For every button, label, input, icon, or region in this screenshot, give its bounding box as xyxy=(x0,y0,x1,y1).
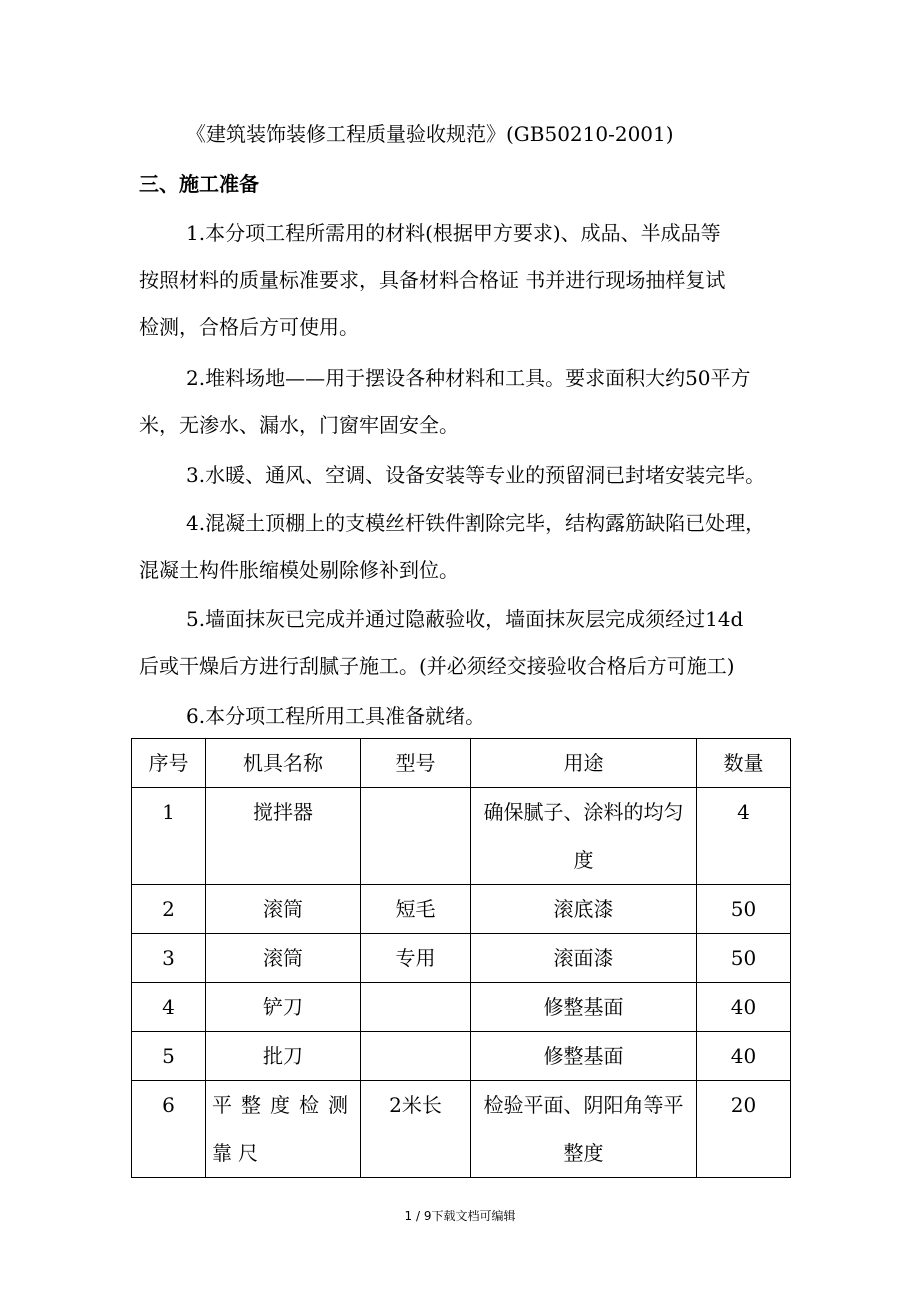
page-footer: 1 / 9下载文档可编辑 xyxy=(404,1209,516,1223)
section-heading: 三、施工准备 xyxy=(139,172,259,196)
paragraph-4-line-1: 4.混凝土顶棚上的支模丝杆铁件割除完毕，结构露筋缺陷已处理， xyxy=(186,511,766,535)
cell-model xyxy=(361,1032,471,1081)
header-model: 型号 xyxy=(361,739,471,788)
paragraph-1-line-1: 1.本分项工程所需用的材料(根据甲方要求)、成品、半成品等 xyxy=(186,221,721,245)
cell-model: 2米长 xyxy=(361,1081,471,1178)
paragraph-2-line-1: 2.堆料场地——用于摆设各种材料和工具。要求面积大约50平方 xyxy=(186,366,751,390)
paragraph-3-line-1: 3.水暖、通风、空调、设备安装等专业的预留洞已封堵安装完毕。 xyxy=(186,463,766,487)
cell-no: 2 xyxy=(132,885,206,934)
cell-no: 5 xyxy=(132,1032,206,1081)
paragraph-5-line-1: 5.墙面抹灰已完成并通过隐蔽验收，墙面抹灰层完成须经过14d xyxy=(186,607,744,631)
cell-model xyxy=(361,983,471,1032)
paragraph-4-line-2: 混凝土构件胀缩模处剔除修补到位。 xyxy=(139,558,459,582)
cell-no: 1 xyxy=(132,788,206,885)
cell-tool-name: 滚筒 xyxy=(206,934,361,983)
table-row xyxy=(132,934,791,983)
cell-tool-name: 搅拌器 xyxy=(206,788,361,885)
paragraph-5-line-2: 后或干燥后方进行刮腻子施工。(并必须经交接验收合格后方可施工) xyxy=(139,654,735,678)
header-quantity: 数量 xyxy=(697,739,791,788)
reference-standard-line: 《建筑装饰装修工程质量验收规范》(GB50210-2001) xyxy=(186,122,674,146)
paragraph-6-line-1: 6.本分项工程所用工具准备就绪。 xyxy=(186,704,486,728)
paragraph-2-line-2: 米，无渗水、漏水，门窗牢固安全。 xyxy=(139,413,459,437)
cell-tool-name: 滚筒 xyxy=(206,885,361,934)
cell-model: 短毛 xyxy=(361,885,471,934)
cell-usage: 滚底漆 xyxy=(471,885,697,934)
cell-quantity: 20 xyxy=(697,1081,791,1178)
table-row xyxy=(132,1081,791,1178)
table-row xyxy=(132,885,791,934)
cell-usage: 确保腻子、涂料的均匀度 xyxy=(471,788,697,885)
cell-quantity: 50 xyxy=(697,885,791,934)
cell-quantity: 40 xyxy=(697,1032,791,1081)
cell-no: 6 xyxy=(132,1081,206,1178)
cell-tool-name: 平整度检测靠尺 xyxy=(206,1081,361,1178)
paragraph-1-line-2: 按照材料的质量标准要求，具备材料合格证 书并进行现场抽样复试 xyxy=(139,268,726,292)
header-no: 序号 xyxy=(132,739,206,788)
cell-tool-name: 批刀 xyxy=(206,1032,361,1081)
cell-model: 专用 xyxy=(361,934,471,983)
cell-no: 3 xyxy=(132,934,206,983)
cell-usage: 修整基面 xyxy=(471,983,697,1032)
cell-usage: 修整基面 xyxy=(471,1032,697,1081)
table-header-row xyxy=(132,739,791,788)
tools-table xyxy=(131,738,791,1178)
cell-quantity: 40 xyxy=(697,983,791,1032)
cell-no: 4 xyxy=(132,983,206,1032)
cell-quantity: 4 xyxy=(697,788,791,885)
header-usage: 用途 xyxy=(471,739,697,788)
table-row xyxy=(132,1032,791,1081)
header-tool-name: 机具名称 xyxy=(206,739,361,788)
cell-tool-name: 铲刀 xyxy=(206,983,361,1032)
cell-usage: 检验平面、阴阳角等平整度 xyxy=(471,1081,697,1178)
cell-quantity: 50 xyxy=(697,934,791,983)
table-row xyxy=(132,983,791,1032)
paragraph-1-line-3: 检测，合格后方可使用。 xyxy=(139,315,359,339)
cell-usage: 滚面漆 xyxy=(471,934,697,983)
cell-model xyxy=(361,788,471,885)
table-row xyxy=(132,788,791,885)
